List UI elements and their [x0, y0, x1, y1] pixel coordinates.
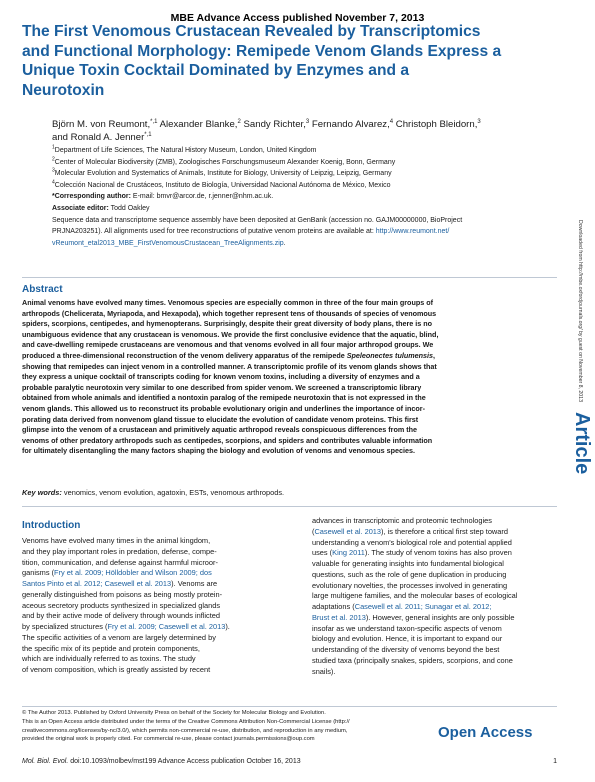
- abstract-line: they express a unique cocktail of transcripts coding for known venom toxins, including a diversity of enzymes and a: [22, 372, 420, 382]
- body-text: large multigene families, and the molecular bases of ecological: [312, 591, 518, 601]
- article-title: [22, 22, 574, 100]
- affiliation-marker: 4: [52, 179, 55, 186]
- abstract-line: porating data derived from nonvenom gland tissue to elucidate the evolution of candidate venom proteins. This first: [22, 414, 419, 424]
- body-text: snails).: [312, 666, 336, 676]
- body-text-line: [22, 579, 280, 590]
- abstract-text: produced a three-dimensional reconstruction of the venom delivery apparatus of the remipede: [22, 350, 347, 360]
- body-text-line: [312, 645, 555, 656]
- body-text: ). Venoms are: [171, 579, 218, 588]
- introduction-heading: Introduction: [22, 520, 81, 531]
- author-name: Christoph Bleidorn,: [393, 119, 478, 130]
- associate-editor: [52, 203, 572, 215]
- body-text-line: [312, 634, 555, 645]
- body-text: (: [312, 526, 315, 536]
- affiliation-text: Center of Molecular Biodiversity (ZMB), Zoologisches Forschungsmuseum Alexander Koenig, Bonn, Germany: [54, 158, 396, 166]
- doi-text[interactable]: doi:10.1093/molbev/mst199 Advance Access publication October 16, 2013: [68, 758, 301, 765]
- species-name: Speleonectes tulumensis: [346, 350, 433, 360]
- body-text: ganisms (: [22, 568, 55, 578]
- body-text: questions, such as the role of gene duplication in producing: [312, 569, 507, 579]
- author-affil-marker: 4: [389, 118, 394, 125]
- body-text: understanding a venom's biological role and potential applied: [312, 537, 512, 547]
- citation-link[interactable]: Brust et al. 2013: [312, 612, 366, 622]
- abstract-line: and cave-dwelling remipede crustaceans are venomous and that venoms evolved in all four major arthropod groups. We: [22, 340, 434, 350]
- divider: [22, 706, 557, 707]
- abstract-heading: Abstract: [22, 284, 63, 295]
- article-type-label: Article: [571, 412, 593, 475]
- body-text-line: [22, 633, 280, 644]
- body-text-line: [312, 559, 555, 570]
- author-name: Björn M. von Reumont,: [52, 119, 151, 130]
- body-text: insofar as we understand taxon-specific aspects of venom: [312, 623, 502, 633]
- affiliation-text: Department of Life Sciences, The Natural History Museum, London, United Kingdom: [54, 147, 317, 154]
- body-text-line: [312, 667, 555, 678]
- editor-name: Todd Oakley: [108, 204, 150, 212]
- body-text-line: [312, 516, 555, 527]
- copyright-line: provided the original work is properly cited. For commercial re-use, please contact journals.permissions@oup.com: [22, 736, 315, 743]
- abstract-line: venom glands. This allowed us to reconstruct its probable evolutionary origin and underlines the importance of incor-: [22, 403, 425, 413]
- copyright-line: © The Author 2013. Published by Oxford University Press on behalf of the Society for Molecular Biology and Evolution.: [22, 710, 326, 716]
- author-list: [52, 118, 572, 144]
- body-text: ), is therefore a critical first step toward: [381, 526, 508, 536]
- body-text: The specific activities of a venom are largely determined by: [22, 632, 216, 642]
- abstract-line: for ultimately disentangling the many factors shaping the biology and evolution of venoms and venomous species.: [22, 446, 415, 456]
- author-affil-marker: *,1: [144, 131, 152, 138]
- journal-abbrev: Mol. Biol. Evol.: [22, 758, 69, 765]
- body-text: the specific mix of its peptide and protein components,: [22, 643, 200, 653]
- body-text: Venoms have evolved many times in the animal kingdom,: [22, 536, 211, 545]
- abstract-line: spiders, scorpions, centipedes, and hymenopterans. Surprisingly, despite their great diversity of body plans, there is no: [22, 319, 433, 329]
- affiliation: [52, 168, 572, 180]
- abstract-line: Animal venoms have evolved many times. Venomous species are especially common in three of the four main groups of: [22, 298, 434, 307]
- author-affil-marker: 2: [237, 118, 241, 125]
- body-column-right: [312, 516, 555, 677]
- affiliation-text: Molecular Evolution and Systematics of Animals, Institute for Biology, University of Leipzig, Leipzig, Germany: [54, 170, 392, 178]
- copyright-line: This is an Open Access article distributed under the terms of the Creative Commons Attribution Non-Commercial License (http://: [22, 718, 350, 725]
- body-text: which are individually referred to as toxins. The study: [22, 654, 196, 664]
- body-text: ). However, general insights are only possible: [365, 612, 515, 622]
- title-line: The First Venomous Crustacean Revealed by Transcriptomics: [22, 23, 481, 40]
- body-text: generally distinguished from poisons as being mostly protein-: [22, 589, 223, 599]
- citation-link[interactable]: King 2011: [332, 548, 365, 558]
- keywords-text: venomics, venom evolution, agatoxin, ESTs, venomous arthropods.: [61, 488, 285, 497]
- body-text: uses (: [312, 548, 333, 558]
- title-line: and Functional Morphology: Remipede Venom Glands Express a: [22, 42, 502, 60]
- body-text: evolutionary novelties, the processes involved in generating: [312, 580, 508, 590]
- keywords-label: Key words:: [22, 488, 62, 497]
- author-affil-marker: 3: [477, 118, 481, 125]
- corresponding-author: [52, 191, 572, 203]
- citation-link[interactable]: Casewell et al. 2011; Sunagar et al. 2012;: [354, 602, 492, 611]
- body-text-line: [312, 548, 555, 559]
- keywords: [22, 488, 555, 497]
- alignments-link[interactable]: http://www.reumont.net/: [375, 228, 450, 236]
- body-text-line: [22, 547, 280, 558]
- body-text-line: [312, 538, 555, 549]
- author-name: Fernando Alvarez,: [309, 119, 390, 130]
- body-text-line: [312, 624, 555, 635]
- body-text: advances in transcriptomic and proteomic technologies: [312, 516, 492, 525]
- abstract-line: probable paralytic neurotoxin very similar to one described from spider venom. We screened a transcriptomic library: [22, 382, 422, 392]
- citation-link[interactable]: Fry et al. 2009; Casewell et al. 2013: [107, 622, 226, 631]
- body-text: of venom composition, which is greatly assisted by recent: [22, 665, 211, 674]
- abstract-line: arthropods (Chelicerata, Myriapoda, and Hexapoda), which together represent tens of thousands of species of venomous: [22, 308, 437, 318]
- title-line: Neurotoxin: [22, 81, 105, 99]
- data-availability-line: Sequence data and transcriptome sequence assembly have been deposited at GenBank (accession no. GAJM00000000, BioProject: [52, 216, 463, 224]
- body-text: and they play important roles in predation, defense, compe-: [22, 546, 217, 556]
- abstract-line: venoms of other predatory arthropods such as centipedes, scorpions, and spiders and contributes valuable information: [22, 435, 433, 445]
- body-text: understanding of the diversity of venoms beyond the best: [312, 645, 500, 654]
- body-text-line: [312, 656, 555, 667]
- body-text-line: [22, 665, 280, 676]
- body-text-line: [312, 527, 555, 538]
- author-name: Sandy Richter,: [240, 119, 306, 130]
- author-name: and Ronald A. Jenner: [52, 132, 145, 143]
- body-text-line: [22, 601, 280, 612]
- corresponding-label: *Corresponding author:: [52, 193, 131, 201]
- affiliation-marker: 3: [52, 167, 55, 174]
- affiliation-marker: 2: [52, 156, 55, 163]
- body-text-line: [22, 644, 280, 655]
- body-text: valuable for generating insights into fundamental biological: [312, 559, 504, 568]
- body-text: by specialized structures (: [22, 622, 108, 631]
- body-text-line: [312, 591, 555, 602]
- body-text: biology and evolution. Hence, it is important to expand our: [312, 634, 503, 644]
- divider: [22, 506, 557, 507]
- body-text-line: [22, 622, 280, 633]
- affiliation: [52, 180, 572, 192]
- abstract-text: ,: [433, 350, 435, 360]
- affiliations-block: [52, 145, 572, 249]
- data-availability-line: [52, 238, 572, 250]
- body-text-line: [22, 654, 280, 665]
- body-text-line: [22, 536, 280, 547]
- page-footer: [22, 758, 557, 765]
- citation-link[interactable]: Santos Pinto et al. 2012; Casewell et al. 2013: [22, 579, 172, 588]
- citation-link[interactable]: Casewell et al. 2013: [314, 526, 382, 536]
- affiliation-text: Colección Nacional de Crustáceos, Instituto de Biología, Universidad Nacional Autónoma de México, Mexico: [54, 181, 391, 189]
- citation-link[interactable]: Fry et al. 2009; Hölldobler and Wilson 2009; dos: [54, 568, 212, 578]
- download-stamp: Downloaded from http://mbe.oxfordjournals.org/ by guest on November 8, 2013: [577, 220, 583, 402]
- data-availability-end: .: [283, 239, 286, 247]
- copyright-line: creativecommons.org/licenses/by-nc/3.0/), which permits non-commercial re-use, distribution, and reproduction in any medium,: [22, 727, 348, 734]
- author-affil-marker: 3: [305, 118, 310, 125]
- affiliation-marker: 1: [52, 144, 55, 151]
- abstract-line: [22, 351, 555, 362]
- body-text-line: [312, 581, 555, 592]
- data-availability-line: [52, 226, 572, 238]
- advance-access-banner: MBE Advance Access published November 7, 2013: [170, 12, 425, 24]
- alignments-link-cont[interactable]: vReumont_etal2013_MBE_FirstVenomousCrustacean_TreeAlignments.zip: [52, 239, 284, 247]
- author-name: Alexander Blanke,: [157, 119, 238, 130]
- corresponding-email[interactable]: E-mail: bmvr@arcor.de, r.jenner@nhm.ac.uk.: [130, 193, 274, 201]
- body-text: tition, communication, and defense against harmful microor-: [22, 557, 218, 567]
- divider: [22, 277, 557, 278]
- body-text: aceous secretory products synthesized in specialized glands: [22, 600, 221, 610]
- abstract-body: [22, 298, 555, 457]
- abstract-line: obtained from whole animals and identified a nontoxin paralog of the remipede neurotoxin that is not expressed in the: [22, 393, 426, 403]
- body-text: adaptations (: [312, 602, 355, 611]
- body-text-line: [22, 568, 280, 579]
- open-access-badge: Open Access: [438, 724, 533, 741]
- data-availability-text: PRJNA203251). All alignments used for tree reconstructions of putative venom proteins are available at:: [52, 228, 376, 236]
- body-text: and by their active mode of delivery through wounds inflicted: [22, 611, 221, 621]
- body-text-line: [22, 590, 280, 601]
- abstract-line: showing that remipedes can inject venom in a controlled manner. A transcriptomic profile of its venom glands shows that: [22, 361, 437, 371]
- copyright-notice: [22, 709, 442, 744]
- body-text-line: [22, 611, 280, 622]
- body-column-left: [22, 536, 280, 676]
- affiliation: [52, 145, 572, 157]
- abstract-line: unambiguous evidence that any crustacean is venomous. We provide the first conclusive evidence that the aquatic, blind,: [22, 329, 439, 339]
- body-text-line: [22, 558, 280, 569]
- body-text-line: [312, 602, 555, 613]
- body-text: ).: [225, 622, 230, 631]
- title-line: Unique Toxin Cocktail Dominated by Enzymes and a: [22, 62, 410, 80]
- body-text-line: [312, 613, 555, 624]
- editor-label: Associate editor:: [52, 204, 109, 212]
- abstract-line: glimpse into the venom of a crustacean and primitively aquatic arthropod reveals conspicuous differences from the: [22, 425, 418, 435]
- affiliation: [52, 157, 572, 169]
- author-affil-marker: *,1: [150, 118, 158, 125]
- body-text-line: [312, 570, 555, 581]
- page-number: 1: [553, 758, 557, 765]
- body-text: studied taxa (principally snakes, spiders, scorpions, and cone: [312, 655, 513, 665]
- body-text: ). The study of venom toxins has also proven: [364, 548, 512, 558]
